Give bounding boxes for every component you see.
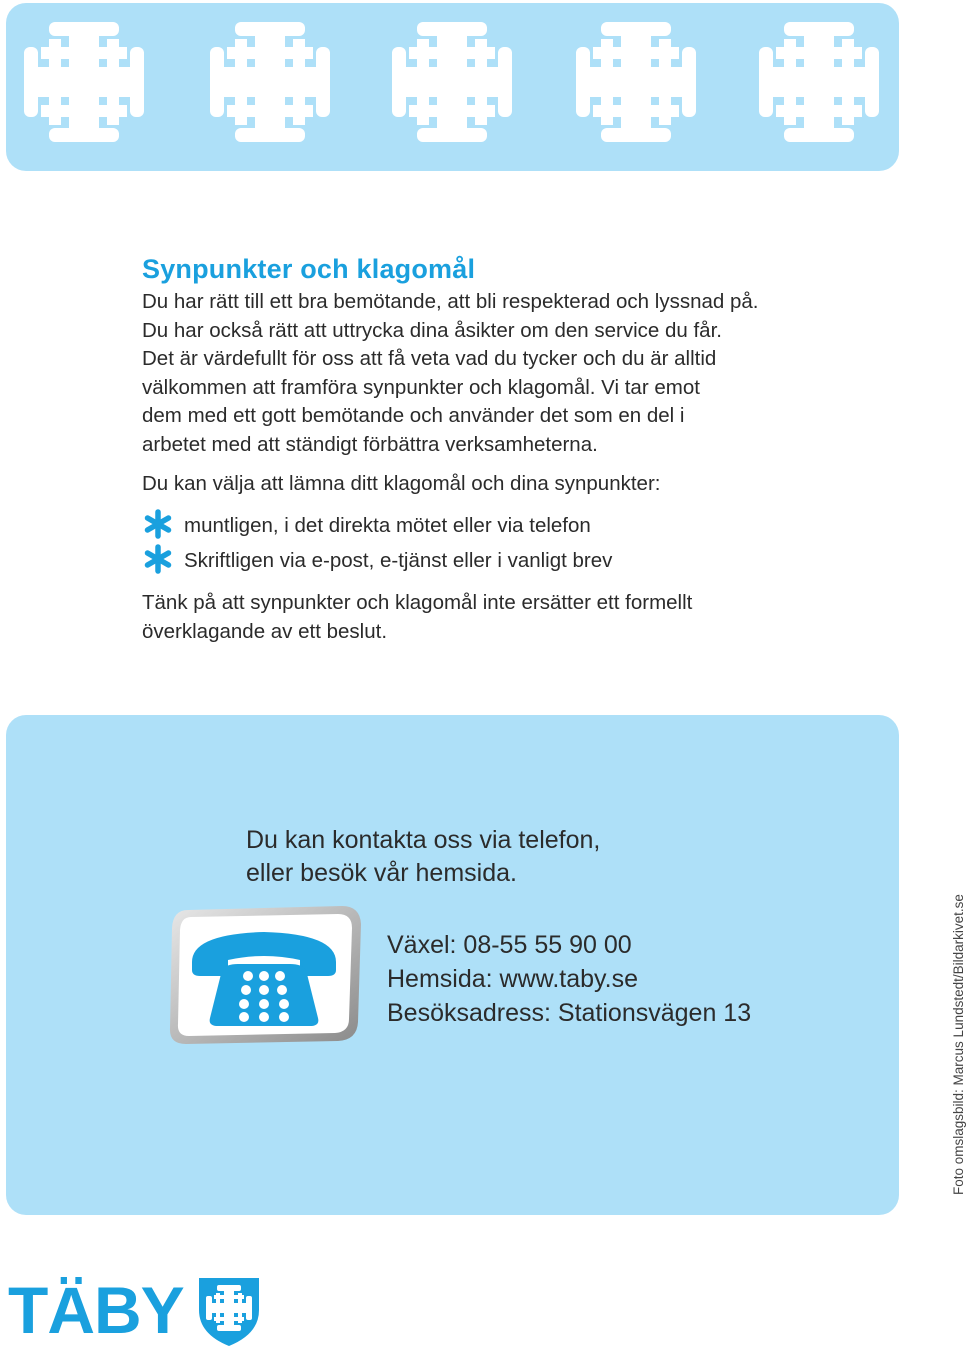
coat-of-arms-shield-icon (197, 1276, 261, 1348)
visit-address: Besöksadress: Stationsvägen 13 (387, 999, 752, 1027)
bullet-text: muntligen, i det direkta mötet eller via telefon (184, 514, 591, 537)
telephone-icon (166, 904, 362, 1046)
list-item (142, 508, 612, 543)
intro-line: välkommen att framföra synpunkter och klagomål. Vi tar emot (142, 375, 700, 399)
contact-heading-line: eller besök vår hemsida. (246, 859, 517, 887)
bullet-list (142, 508, 612, 578)
taby-logo-text: TÄBY (8, 1273, 184, 1347)
intro-line: Du har rätt till ett bra bemötande, att bli respekterad och lyssnad på. (142, 290, 759, 313)
bullet-text: Skriftligen via e-post, e-tjänst eller i vanligt brev (184, 549, 613, 572)
intro-line: arbetet med att ständigt förbättra verksamheterna. (142, 432, 598, 456)
note-paragraph (142, 589, 842, 646)
cross-pattern-icon (387, 17, 517, 147)
section-title: Synpunkter och klagomål (142, 254, 476, 284)
website-text: Hemsida: www.taby.se (387, 965, 639, 993)
cross-pattern-icon (571, 17, 701, 147)
note-line: Tänk på att synpunkter och klagomål inte ersätter ett formellt (142, 591, 693, 614)
cross-pattern-icon (205, 17, 335, 147)
asterisk-bullet-icon (142, 508, 174, 540)
cross-pattern-icon (19, 17, 149, 147)
intro-line: dem med ett gott bemötande och använder det som en del i (142, 404, 685, 428)
asterisk-bullet-icon (142, 543, 174, 575)
photo-credit: Foto omslagsbild: Marcus Lundstedt/Bildarkivet.se (951, 894, 966, 1195)
choose-text: Du kan välja att lämna ditt klagomål och dina synpunkter: (142, 472, 661, 495)
phone-number: Växel: 08-55 55 90 00 (387, 931, 632, 959)
contact-heading (246, 824, 600, 890)
list-item (142, 543, 612, 578)
decorative-banner (6, 3, 899, 171)
intro-paragraph (142, 288, 842, 460)
cross-pattern-icon (754, 17, 884, 147)
contact-details (387, 928, 751, 1030)
intro-line: Det är värdefullt för oss att få veta vad du tycker och du är alltid (142, 347, 717, 371)
note-line: överklagande av ett beslut. (142, 619, 388, 643)
intro-line: Du har också rätt att uttrycka dina åsikter om den service du får. (142, 318, 722, 342)
contact-heading-line: Du kan kontakta oss via telefon, (246, 826, 601, 854)
